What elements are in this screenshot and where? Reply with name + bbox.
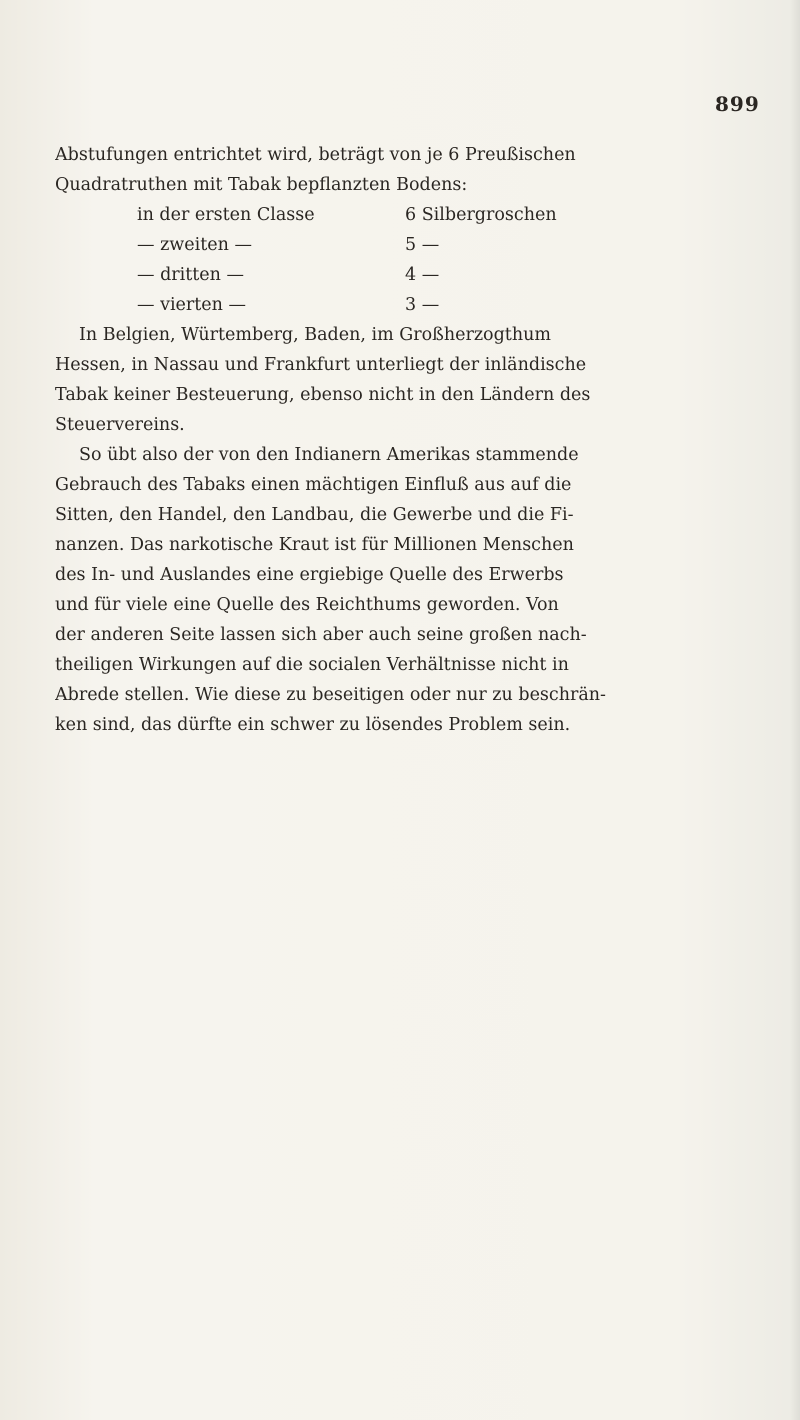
tax-row [55, 200, 755, 230]
paragraph-3 [55, 440, 755, 740]
text-line: Steuervereins. [55, 415, 185, 435]
tax-class: — zweiten — [137, 235, 252, 255]
text-line: Gebrauch des Tabaks einen mächtigen Einfluß aus auf die [55, 475, 572, 495]
text-line: nanzen. Das narkotische Kraut ist für Millionen Menschen [55, 535, 574, 555]
text-line: ken sind, das dürfte ein schwer zu lösendes Problem sein. [55, 715, 571, 735]
tax-amount: 4 — [405, 265, 440, 285]
tax-class: — dritten — [137, 265, 244, 285]
tax-amount: 3 — [405, 295, 440, 315]
intro-paragraph [55, 140, 755, 200]
text-line: Abrede stellen. Wie diese zu beseitigen oder nur zu beschrän- [55, 685, 606, 705]
page-number: 899 [715, 92, 760, 116]
text-line: theiligen Wirkungen auf die socialen Verhältnisse nicht in [55, 655, 569, 675]
tax-amount: 5 — [405, 235, 440, 255]
text-line: der anderen Seite lassen sich aber auch seine großen nach- [55, 625, 587, 645]
text-line: und für viele eine Quelle des Reichthums geworden. Von [55, 595, 559, 615]
body-text [55, 140, 755, 740]
text-line: Hessen, in Nassau und Frankfurt unterliegt der inländische [55, 355, 587, 375]
tax-class: in der ersten Classe [137, 205, 315, 225]
tax-row [55, 290, 755, 320]
text-line: Tabak keiner Besteuerung, ebenso nicht in den Ländern des [55, 385, 591, 405]
text-line: Abstufungen entrichtet wird, beträgt von je 6 Preußischen [55, 145, 576, 165]
text-line: Quadratruthen mit Tabak bepflanzten Bodens: [55, 175, 468, 195]
tax-class: — vierten — [137, 295, 246, 315]
text-line: So übt also der von den Indianern Amerikas stammende [79, 445, 579, 465]
tax-row [55, 260, 755, 290]
tax-row [55, 230, 755, 260]
text-line: In Belgien, Würtemberg, Baden, im Großherzogthum [79, 325, 551, 345]
tax-table [55, 200, 755, 320]
text-line: des In- und Auslandes eine ergiebige Quelle des Erwerbs [55, 565, 564, 585]
page-edge-shadow [790, 0, 800, 1420]
tax-amount: 6 Silbergroschen [405, 205, 557, 225]
text-line: Sitten, den Handel, den Landbau, die Gewerbe und die Fi- [55, 505, 574, 525]
paragraph-2 [55, 320, 755, 440]
